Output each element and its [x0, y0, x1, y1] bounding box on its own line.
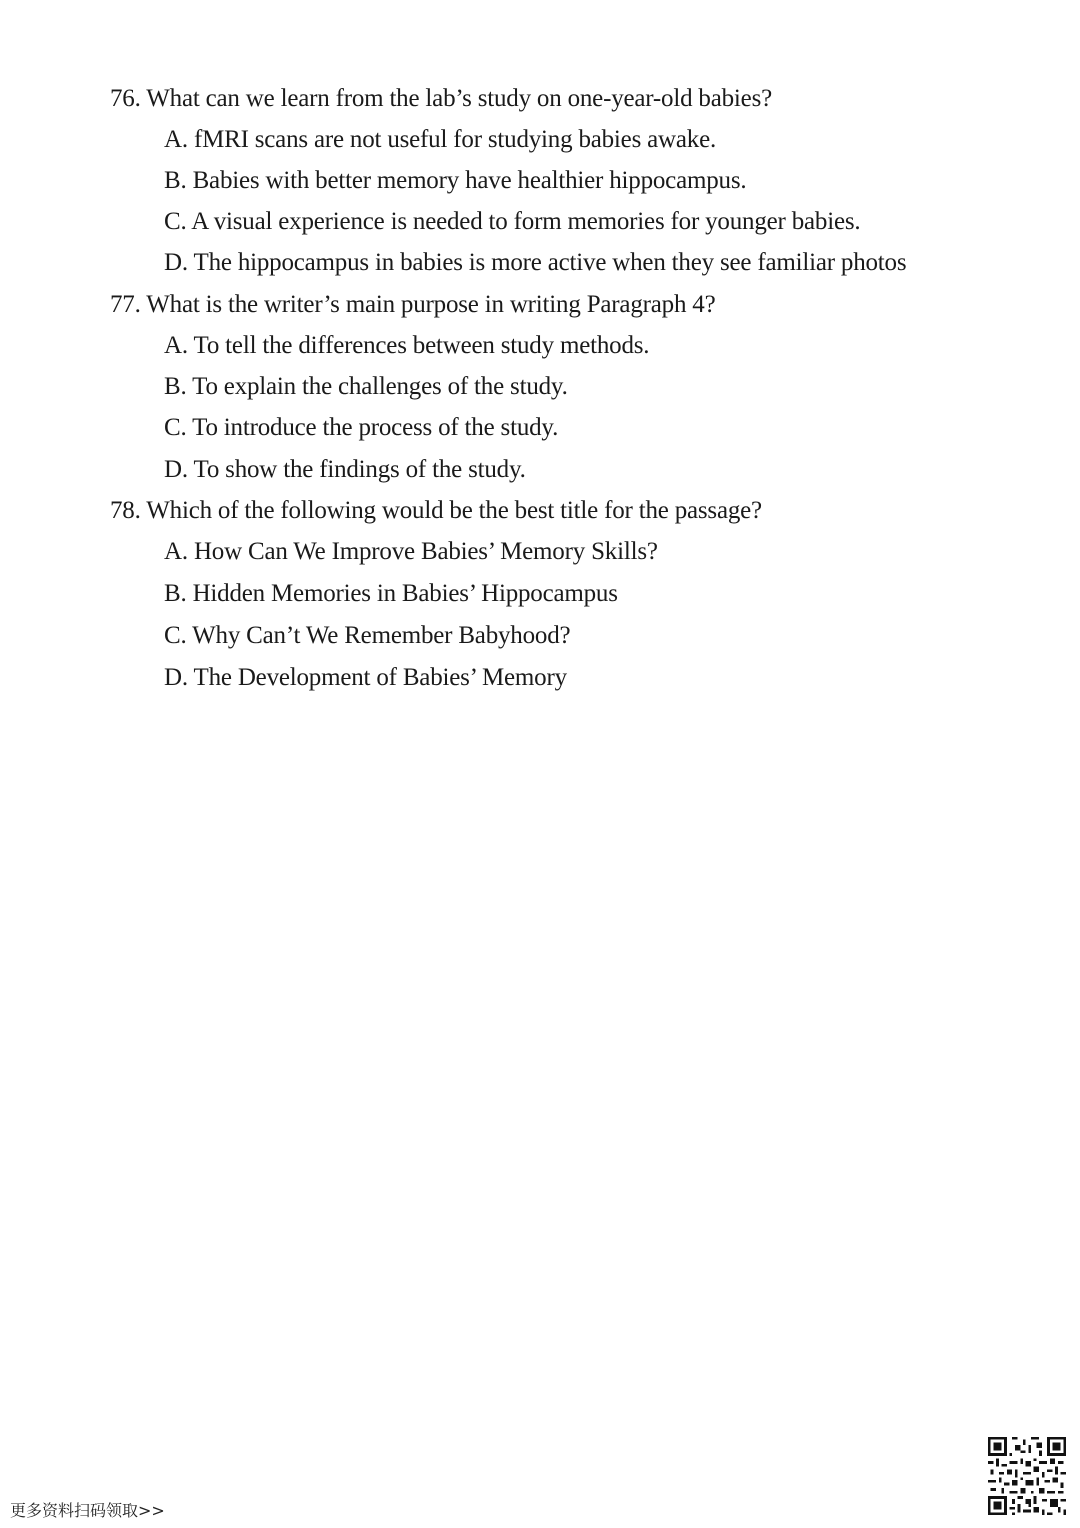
- question-76-option-a: A. fMRI scans are not useful for studying babies awake.: [164, 126, 717, 153]
- question-77-option-a: A. To tell the differences between study methods.: [164, 332, 650, 359]
- footer-scan-text: 更多资料扫码领取>>: [10, 1501, 165, 1520]
- question-76-option-c: C. A visual experience is needed to form memories for younger babies.: [164, 208, 861, 235]
- question-78-option-a: A. How Can We Improve Babies’ Memory Skills?: [164, 538, 658, 565]
- question-78-option-d: D. The Development of Babies’ Memory: [164, 664, 567, 691]
- question-78-stem: 78. Which of the following would be the best title for the passage?: [110, 497, 762, 524]
- question-77-option-d: D. To show the findings of the study.: [164, 456, 526, 483]
- question-76-option-b: B. Babies with better memory have healthier hippocampus.: [164, 167, 747, 194]
- question-77-stem: 77. What is the writer’s main purpose in writing Paragraph 4?: [110, 291, 716, 318]
- question-77-option-b: B. To explain the challenges of the study.: [164, 373, 568, 400]
- qr-code-icon[interactable]: [988, 1437, 1066, 1515]
- question-77-option-c: C. To introduce the process of the study.: [164, 414, 559, 441]
- question-78-option-c: C. Why Can’t We Remember Babyhood?: [164, 622, 571, 649]
- question-78-option-b: B. Hidden Memories in Babies’ Hippocampus: [164, 580, 618, 607]
- question-76-stem: 76. What can we learn from the lab’s study on one-year-old babies?: [110, 85, 772, 112]
- question-76-option-d: D. The hippocampus in babies is more active when they see familiar photos: [164, 249, 907, 276]
